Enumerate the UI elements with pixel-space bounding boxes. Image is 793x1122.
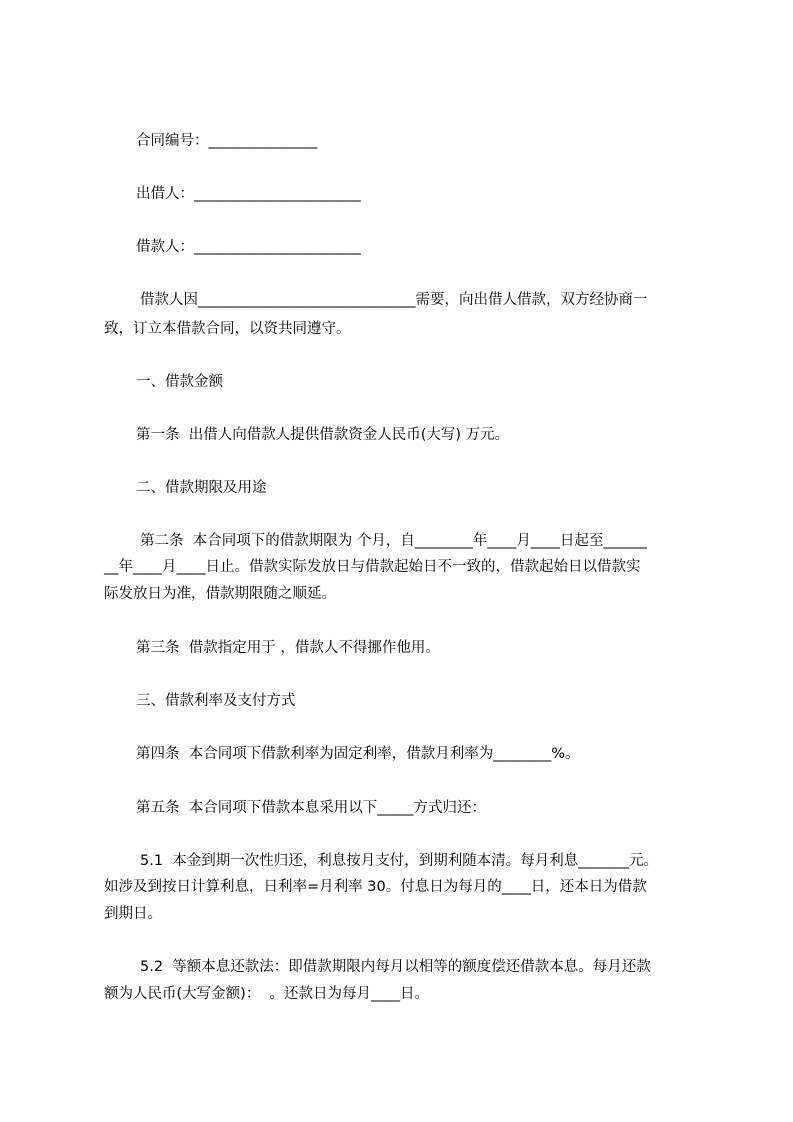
clause-5-1-line-3: 到期日。 xyxy=(104,906,162,922)
clause-5-1-line-1: 5.1 本金到期一次性归还，利息按月支付，到期利随本清。每月利息_______元。 xyxy=(140,853,659,869)
borrower-field: 借款人：_______________________ xyxy=(136,239,361,255)
article-2-line-3: 际发放日为准，借款期限随之顺延。 xyxy=(104,586,336,602)
intro-line-1: 借款人因______________________________需要，向出借人借款，双方经协商一 xyxy=(140,292,648,308)
clause-5-2-line-1: 5.2 等额本息还款法：即借款期限内每月以相等的额度偿还借款本息。每月还款 xyxy=(140,959,651,975)
article-2-line-1: 第二条 本合同项下的借款期限为 个月，自________年____月____日起至______ xyxy=(140,533,647,549)
article-3: 第三条 借款指定用于 ，借款人不得挪作他用。 xyxy=(136,640,440,656)
section-3-title: 三、借款利率及支付方式 xyxy=(136,693,296,709)
contract-number-field: 合同编号：_______________ xyxy=(136,133,318,149)
article-2-line-2: __年____月____日止。借款实际发放日与借款起始日不一致的，借款起始日以借款实 xyxy=(104,559,641,575)
section-2-title: 二、借款期限及用途 xyxy=(136,480,267,496)
clause-5-2-line-2: 额为人民币(大写金额)： 。还款日为每月____日。 xyxy=(104,986,430,1002)
article-1: 第一条 出借人向借款人提供借款资金人民币(大写) 万元。 xyxy=(136,427,510,443)
article-4: 第四条 本合同项下借款利率为固定利率，借款月利率为________%。 xyxy=(136,746,580,762)
article-5: 第五条 本合同项下借款本息采用以下_____方式归还： xyxy=(136,800,486,816)
intro-line-2: 致，订立本借款合同，以资共同遵守。 xyxy=(104,321,351,337)
lender-field: 出借人：_______________________ xyxy=(136,186,361,202)
clause-5-1-line-2: 如涉及到按日计算利息，日利率=月利率 30。付息日为每月的____日，还本日为借款 xyxy=(104,879,647,895)
section-1-title: 一、借款金额 xyxy=(136,374,223,390)
